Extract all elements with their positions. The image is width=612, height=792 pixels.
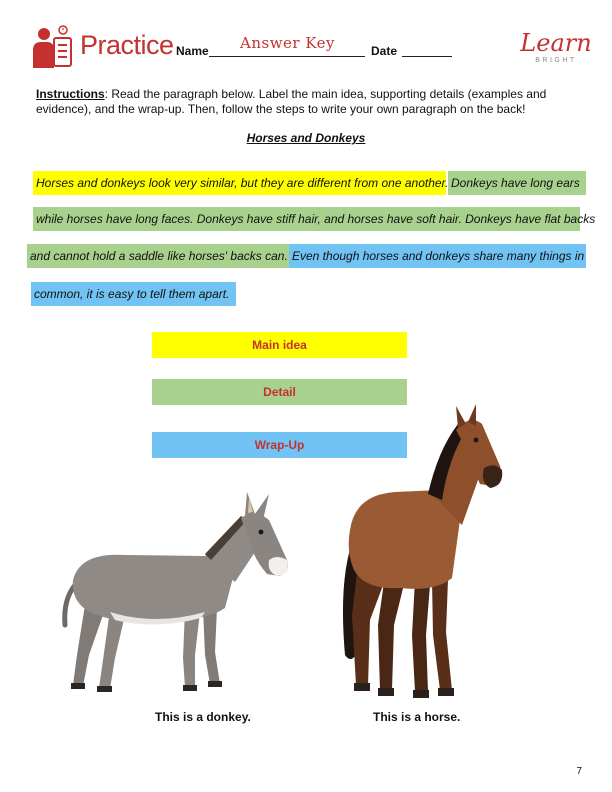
page-number: 7: [576, 766, 582, 777]
detail-segment: Donkeys have long ears: [448, 171, 586, 195]
legend-detail: Detail: [152, 379, 407, 405]
main-idea-segment: Horses and donkeys look very similar, but they are different from one another.: [33, 171, 446, 195]
horse-image: [330, 400, 515, 705]
page-title: Practice: [80, 30, 174, 60]
horse-caption: This is a horse.: [373, 710, 461, 724]
legend-wrap-up: Wrap-Up: [152, 432, 407, 458]
legend-main-idea: Main idea: [152, 332, 407, 358]
detail-segment: while horses have long faces. Donkeys have stiff hair, and horses have soft hair. Donkeys have flat backs: [33, 207, 580, 231]
learn-bright-logo: [520, 30, 592, 72]
answer-key-text: Answer Key: [240, 34, 335, 52]
practice-icon: [30, 24, 76, 70]
name-field[interactable]: [209, 56, 365, 57]
date-field[interactable]: [402, 56, 452, 57]
wrap-up-segment: Even though horses and donkeys share many things in: [289, 244, 586, 268]
logo-word: Learn: [520, 29, 592, 57]
date-label: Date: [371, 44, 398, 58]
logo-subtitle: BRIGHT: [535, 57, 577, 64]
instructions-text: : Read the paragraph below. Label the main idea, supporting details (examples and evidence), and the wrap-up. Then, follow the steps to write your own paragraph on the back!: [36, 87, 547, 116]
donkey-image: [55, 490, 295, 700]
name-label: Name: [176, 44, 209, 58]
wrap-up-segment: common, it is easy to tell them apart.: [31, 282, 236, 306]
detail-segment: and cannot hold a saddle like horses' backs can.: [27, 244, 289, 268]
paragraph-title: Horses and Donkeys: [246, 131, 366, 145]
instructions-label: Instructions: [36, 87, 105, 101]
instructions: [36, 87, 586, 117]
donkey-caption: This is a donkey.: [155, 710, 251, 724]
